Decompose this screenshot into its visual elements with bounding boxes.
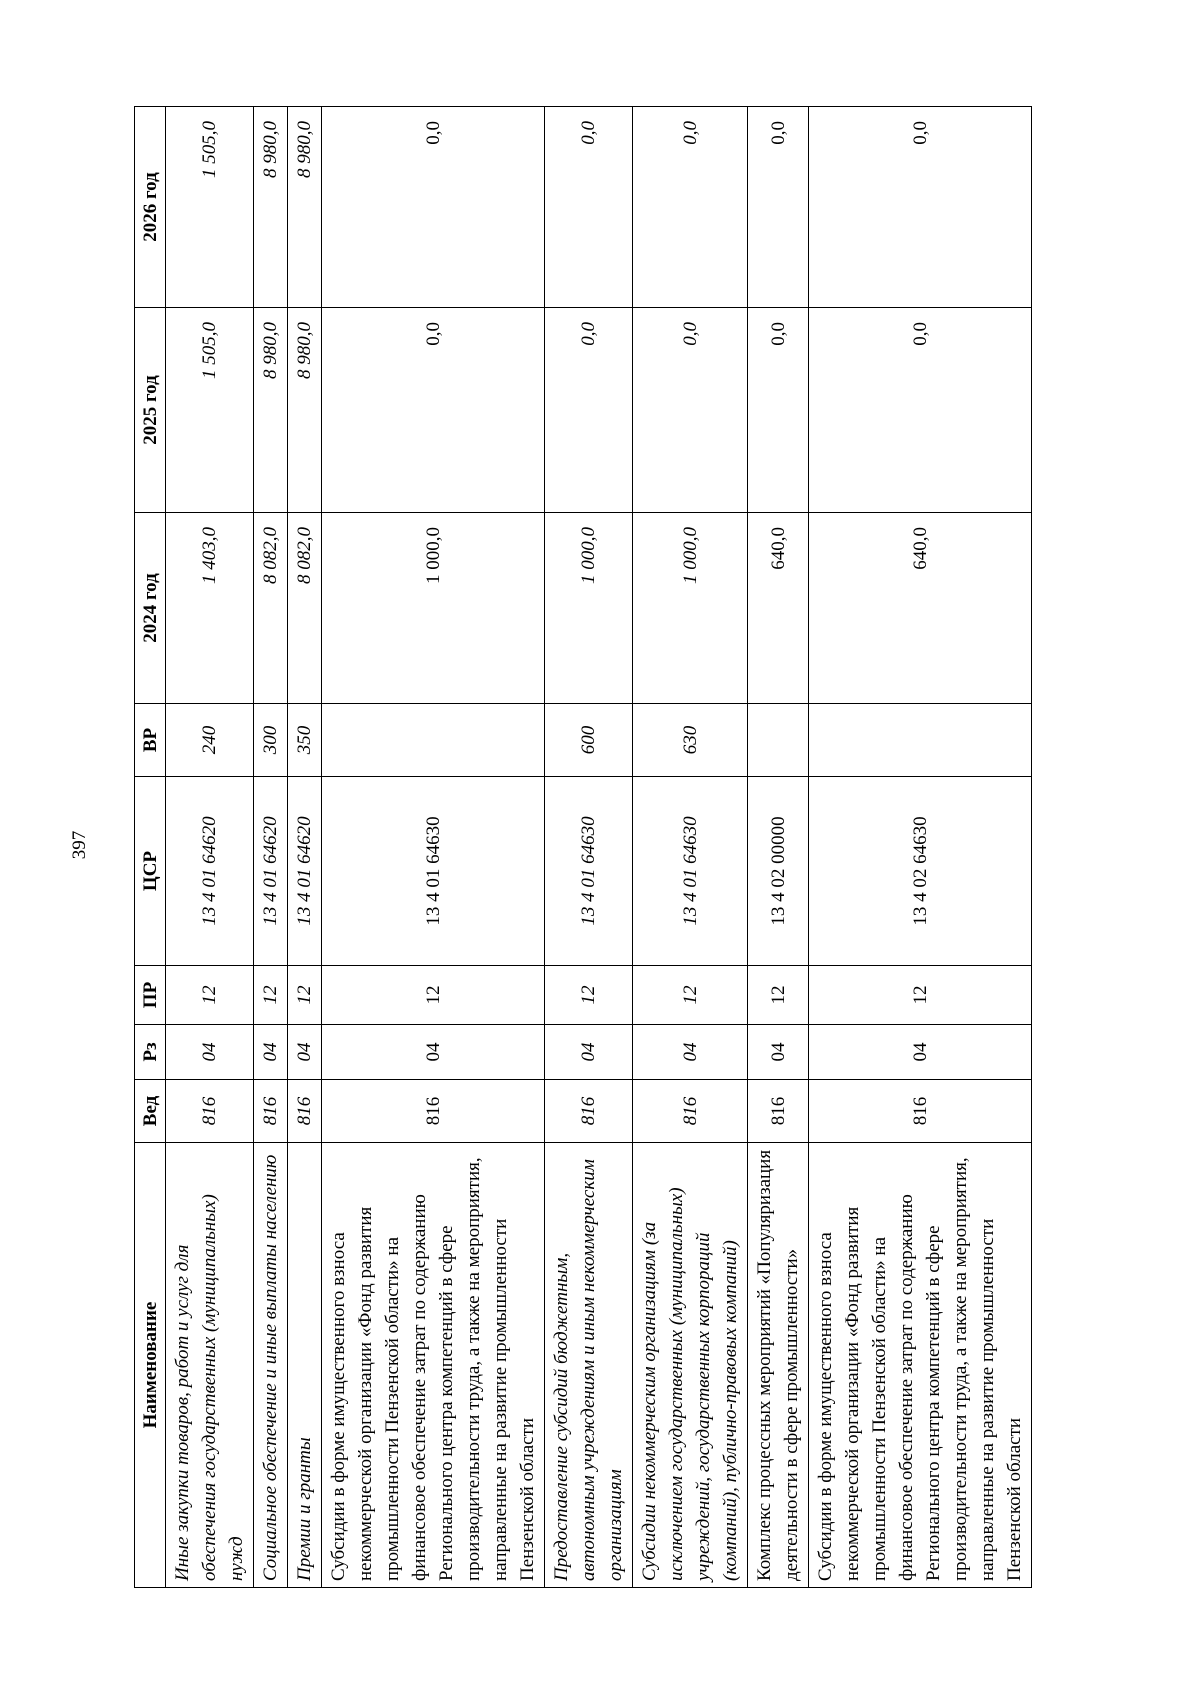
row-csr: 13 4 01 64620 bbox=[254, 777, 288, 966]
row-vr: 240 bbox=[166, 704, 254, 777]
row-pr: 12 bbox=[748, 966, 809, 1025]
row-pr: 12 bbox=[254, 966, 288, 1025]
row-2026: 0,0 bbox=[809, 107, 1032, 308]
row-rz: 04 bbox=[322, 1025, 545, 1080]
header-csr: ЦСР bbox=[135, 777, 166, 966]
budget-table-rotated bbox=[134, 107, 1069, 1588]
row-2025: 0,0 bbox=[633, 308, 748, 513]
table-row bbox=[254, 107, 288, 1588]
row-ved: 816 bbox=[254, 1080, 288, 1143]
row-2024: 1 000,0 bbox=[322, 513, 545, 704]
row-csr: 13 4 01 64630 bbox=[633, 777, 748, 966]
header-vr: ВР bbox=[135, 704, 166, 777]
row-2024: 1 000,0 bbox=[633, 513, 748, 704]
header-2025: 2025 год bbox=[135, 308, 166, 513]
row-pr: 12 bbox=[545, 966, 633, 1025]
row-name: Комплекс процессных мероприятий «Популяризация деятельности в сфере промышленности» bbox=[748, 1143, 809, 1588]
row-2025: 0,0 bbox=[545, 308, 633, 513]
row-2025: 8 980,0 bbox=[254, 308, 288, 513]
table-header-row bbox=[135, 107, 166, 1588]
row-ved: 816 bbox=[288, 1080, 322, 1143]
row-ved: 816 bbox=[322, 1080, 545, 1143]
row-2024: 640,0 bbox=[748, 513, 809, 704]
row-name: Премии и гранты bbox=[288, 1143, 322, 1588]
page-number: 397 bbox=[69, 830, 90, 860]
row-name: Субсидии в форме имущественного взноса некоммерческой организации «Фонд развития промышленности Пензенской области» на финансовое обеспечение затрат по содержанию Регионального центра компетенций в сфере производительности труда, а также на мероприятия, направленные на развитие промышленности Пензенской области bbox=[809, 1143, 1032, 1588]
row-vr bbox=[748, 704, 809, 777]
header-2026: 2026 год bbox=[135, 107, 166, 308]
row-rz: 04 bbox=[748, 1025, 809, 1080]
row-csr: 13 4 01 64630 bbox=[322, 777, 545, 966]
table-row bbox=[748, 107, 809, 1588]
header-pr: ПР bbox=[135, 966, 166, 1025]
row-2024: 1 403,0 bbox=[166, 513, 254, 704]
row-2026: 0,0 bbox=[633, 107, 748, 308]
row-pr: 12 bbox=[633, 966, 748, 1025]
header-rz: Рз bbox=[135, 1025, 166, 1080]
table-row bbox=[633, 107, 748, 1588]
row-csr: 13 4 02 64630 bbox=[809, 777, 1032, 966]
header-ved: Вед bbox=[135, 1080, 166, 1143]
row-name: Иные закупки товаров, работ и услуг для обеспечения государственных (муниципальных) нужд bbox=[166, 1143, 254, 1588]
row-2026: 1 505,0 bbox=[166, 107, 254, 308]
row-ved: 816 bbox=[633, 1080, 748, 1143]
row-2024: 640,0 bbox=[809, 513, 1032, 704]
row-ved: 816 bbox=[809, 1080, 1032, 1143]
row-2026: 0,0 bbox=[545, 107, 633, 308]
row-2025: 1 505,0 bbox=[166, 308, 254, 513]
row-ved: 816 bbox=[545, 1080, 633, 1143]
row-pr: 12 bbox=[322, 966, 545, 1025]
row-name: Субсидии в форме имущественного взноса некоммерческой организации «Фонд развития промышленности Пензенской области» на финансовое обеспечение затрат по содержанию Регионального центра компетенций в сфере производительности труда, а также на мероприятия, направленные на развитие промышленности Пензенской области bbox=[322, 1143, 545, 1588]
row-ved: 816 bbox=[166, 1080, 254, 1143]
row-2025: 0,0 bbox=[809, 308, 1032, 513]
row-vr bbox=[809, 704, 1032, 777]
header-2024: 2024 год bbox=[135, 513, 166, 704]
row-rz: 04 bbox=[633, 1025, 748, 1080]
row-csr: 13 4 02 00000 bbox=[748, 777, 809, 966]
row-rz: 04 bbox=[288, 1025, 322, 1080]
row-rz: 04 bbox=[254, 1025, 288, 1080]
row-vr: 630 bbox=[633, 704, 748, 777]
row-name: Социальное обеспечение и иные выплаты населению bbox=[254, 1143, 288, 1588]
table-row bbox=[322, 107, 545, 1588]
row-2026: 8 980,0 bbox=[288, 107, 322, 308]
row-2024: 8 082,0 bbox=[288, 513, 322, 704]
budget-table-container bbox=[134, 107, 1069, 1588]
budget-table bbox=[134, 106, 1032, 1588]
table-row bbox=[166, 107, 254, 1588]
table-row bbox=[809, 107, 1032, 1588]
row-2026: 8 980,0 bbox=[254, 107, 288, 308]
row-rz: 04 bbox=[166, 1025, 254, 1080]
row-rz: 04 bbox=[809, 1025, 1032, 1080]
row-pr: 12 bbox=[809, 966, 1032, 1025]
row-2026: 0,0 bbox=[322, 107, 545, 308]
table-row bbox=[288, 107, 322, 1588]
row-vr: 300 bbox=[254, 704, 288, 777]
header-name: Наименование bbox=[135, 1143, 166, 1588]
row-2026: 0,0 bbox=[748, 107, 809, 308]
row-vr: 600 bbox=[545, 704, 633, 777]
row-name: Субсидии некоммерческим организациям (за исключением государственных (муниципальных) учреждений, государственных корпораций (компаний), публично-правовых компаний) bbox=[633, 1143, 748, 1588]
row-vr: 350 bbox=[288, 704, 322, 777]
row-ved: 816 bbox=[748, 1080, 809, 1143]
row-csr: 13 4 01 64620 bbox=[166, 777, 254, 966]
row-csr: 13 4 01 64620 bbox=[288, 777, 322, 966]
table-row bbox=[545, 107, 633, 1588]
row-vr bbox=[322, 704, 545, 777]
row-2025: 8 980,0 bbox=[288, 308, 322, 513]
row-2024: 8 082,0 bbox=[254, 513, 288, 704]
row-2025: 0,0 bbox=[748, 308, 809, 513]
row-name: Предоставление субсидий бюджетным, автономным учреждениям и иным некоммерческим организациям bbox=[545, 1143, 633, 1588]
row-rz: 04 bbox=[545, 1025, 633, 1080]
row-2025: 0,0 bbox=[322, 308, 545, 513]
row-pr: 12 bbox=[288, 966, 322, 1025]
row-pr: 12 bbox=[166, 966, 254, 1025]
row-2024: 1 000,0 bbox=[545, 513, 633, 704]
row-csr: 13 4 01 64630 bbox=[545, 777, 633, 966]
